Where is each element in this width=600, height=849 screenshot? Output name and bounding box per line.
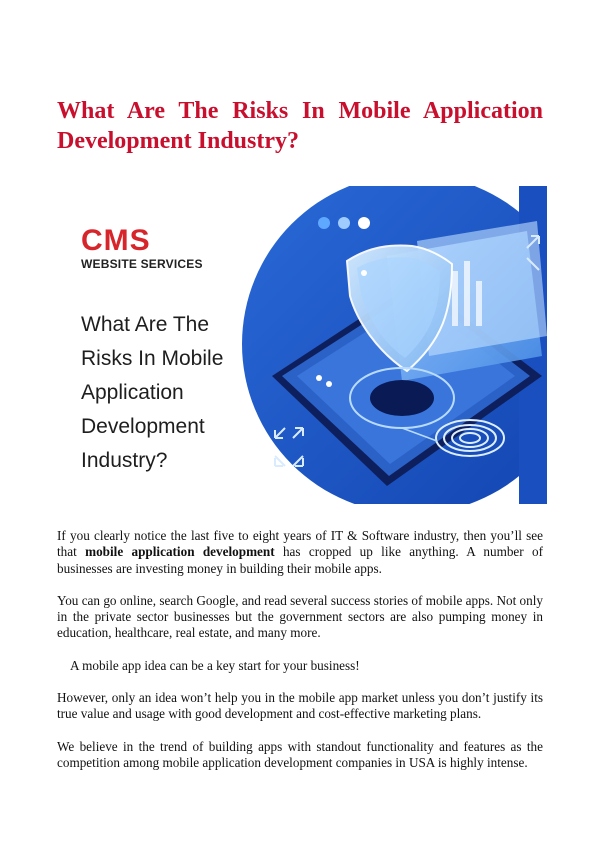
paragraph-success-stories: You can go online, search Google, and read several success stories of mobile apps. Not only in the private sector businesses but the government sectors are also pumping money in education, healthcare, real estate, and many more. (57, 592, 543, 641)
bold-keyword-link[interactable]: mobile application development (85, 544, 275, 560)
hero-heading (81, 308, 261, 478)
hero-heading-line: Industry? (81, 449, 168, 472)
paragraph-intro (57, 528, 543, 577)
dot-icon (358, 217, 370, 229)
dot-icon (338, 217, 350, 229)
hero-heading-line: Risks In Mobile (81, 347, 224, 370)
paragraph-competition: We believe in the trend of building apps with standout functionality and features as the competition among mobile application development companies in USA is highly intense. (57, 738, 543, 770)
brand-logo (81, 226, 203, 272)
hero-heading-line: What Are The (81, 313, 210, 336)
page-title: What Are The Risks In Mobile Application Development Industry? (57, 98, 543, 154)
article-body (57, 528, 543, 787)
paragraph-text: If you clearly notice the last five to eight years of IT & Software industry, then you’ll see that (57, 528, 543, 560)
paragraph-text: has cropped up like anything. A number of businesses are investing money in building their mobile apps. (57, 544, 543, 576)
hero-heading-line: Development (81, 415, 205, 438)
dot-icon (318, 217, 330, 229)
paragraph-app-idea: A mobile app idea can be a key start for your business! (70, 657, 360, 673)
hero-heading-line: Application (81, 381, 184, 404)
logo-mark: CMS (81, 224, 151, 257)
paragraph-market: However, only an idea won’t help you in the mobile app market unless you don’t justify its true value and usage with good development and cost-effective marketing plans. (57, 690, 543, 722)
logo-subtitle: WEBSITE SERVICES (81, 257, 203, 271)
hero-image (57, 186, 547, 504)
